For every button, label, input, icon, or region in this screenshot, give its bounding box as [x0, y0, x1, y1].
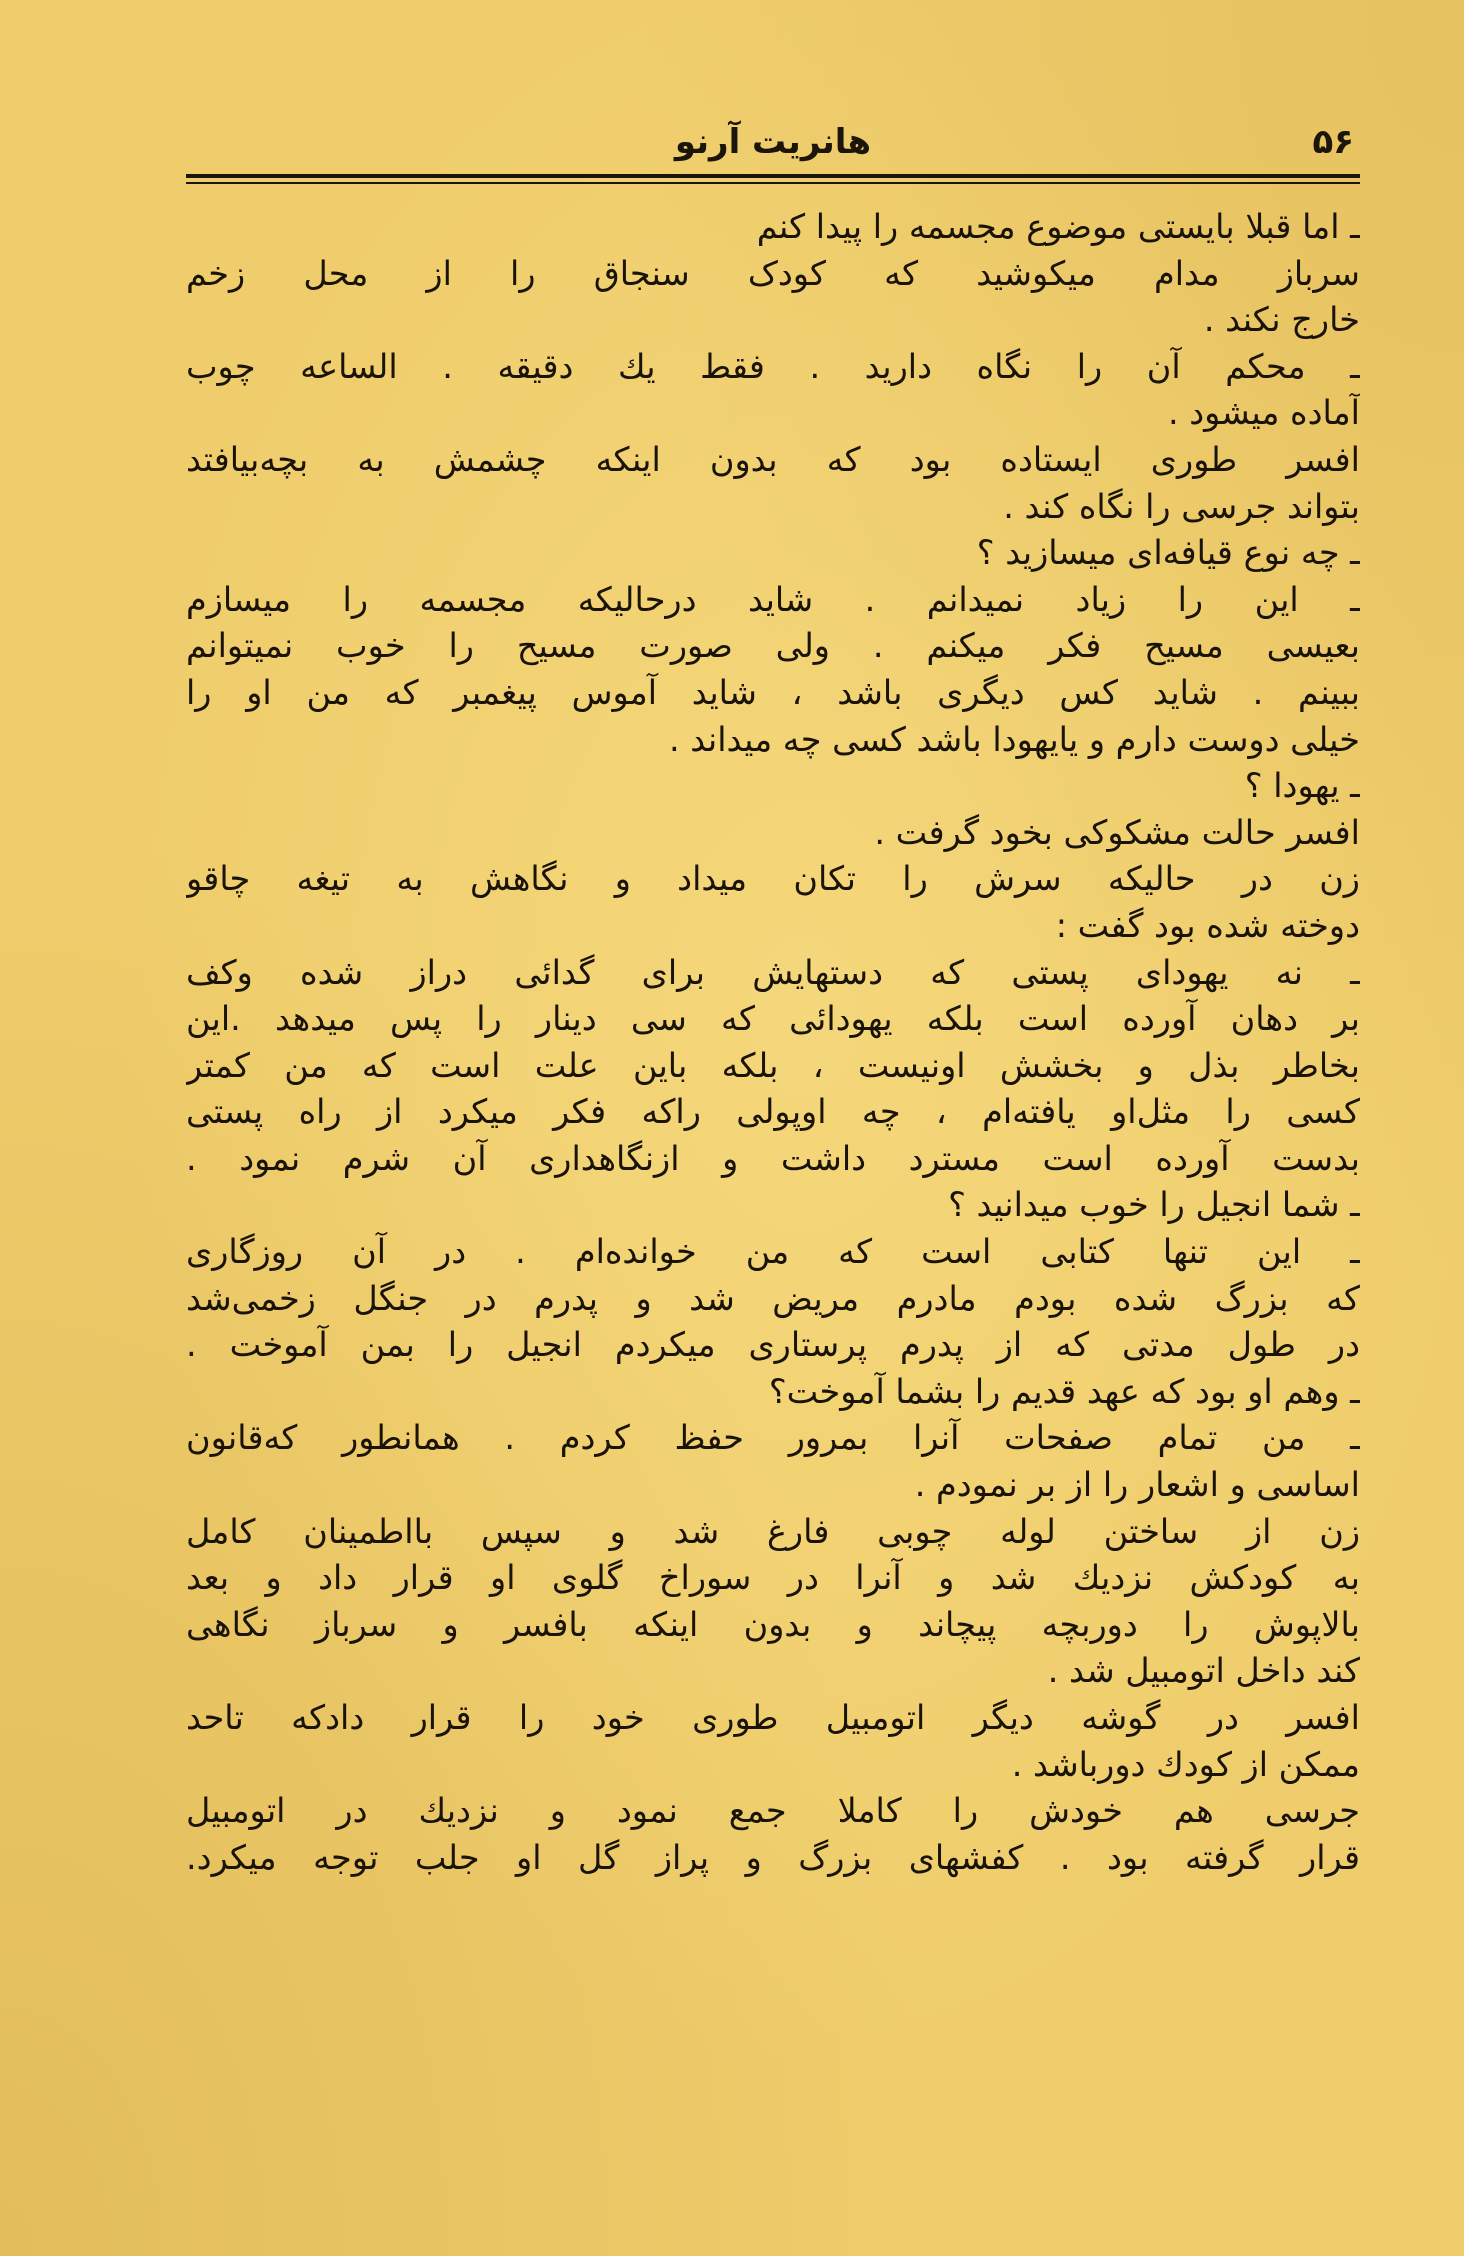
text-line: اساسی و اشعار را از بر نمودم . [914, 1465, 1360, 1505]
text-line: جرسی هم خودش را کاملا جمع نمود و نزدیك در اتومبیل [186, 1791, 1360, 1831]
text-line: زن در حالیکه سرش را تکان میداد و نگاهش به تیغه چاقو [186, 859, 1360, 899]
text-line: ـ این تنها کتابی است که من خوانده‌ام . در آن روزگاری [186, 1232, 1360, 1272]
page-header [186, 118, 1360, 174]
text-line: ـ محکم آن را نگاه دارید . فقط یك دقیقه . الساعه چوب [186, 346, 1360, 386]
text-line: بتواند جرسی را نگاه کند . [1003, 486, 1360, 526]
text-line: آماده میشود . [1167, 393, 1360, 433]
text-line: ممکن از کودك دورباشد . [1011, 1744, 1360, 1784]
text-line: افسر حالت مشکوکی بخود گرفت . [874, 812, 1360, 852]
text-line: بخاطر بذل و بخشش اونیست ، بلکه باین علت است که من کمتر [186, 1045, 1360, 1085]
text-line: ـ شما انجیل را خوب میدانید ؟ [948, 1185, 1360, 1225]
text-line: زن از ساختن لوله چوبی فارغ شد و سپس بااطمینان کامل [186, 1511, 1360, 1551]
text-line: ـ یهودا ؟ [1244, 766, 1360, 806]
text-line: بر دهان آورده است بلکه یهودائی که سی دینار را پس میدهد .این [186, 999, 1360, 1039]
text-line: بالاپوش را دوربچه پیچاند و بدون اینکه بافسر و سرباز نگاهی [186, 1604, 1360, 1644]
body-text [186, 204, 1360, 1881]
header-rule-thin [186, 182, 1360, 184]
text-line: بدست آورده است مسترد داشت و ازنگاهداری آن شرم نمود . [186, 1138, 1360, 1178]
text-line: قرار گرفته بود . کفشهای بزرگ و پراز گل او جلب توجه میکرد. [186, 1837, 1360, 1877]
text-line: که بزرگ شده بودم مادرم مریض شد و پدرم در جنگل زخمی‌شد [186, 1278, 1360, 1318]
text-line: کند داخل اتومبیل شد . [1047, 1651, 1360, 1691]
text-line: افسر در گوشه دیگر اتومبیل طوری خود را قرار دادکه تاحد [186, 1698, 1360, 1737]
text-line: کسی را مثل‌او یافته‌ام ، چه اوپولی راکه فکر میکرد از راه پستی [186, 1092, 1360, 1132]
text-line: سرباز مدام میکوشید که کودک سنجاق را از محل زخم [186, 253, 1360, 293]
running-title: هانریت آرنو [674, 122, 872, 162]
text-line: در طول مدتی که از پدرم پرستاری میکردم انجیل را بمن آموخت . [186, 1325, 1360, 1365]
text-line: به کودکش نزدیك شد و آنرا در سوراخ گلوی او قرار داد و بعد [186, 1558, 1360, 1598]
text-line: ـ من تمام صفحات آنرا بمرور حفظ کردم . همانطور که‌قانون [186, 1418, 1360, 1458]
text-line: خیلی دوست دارم و یایهودا باشد کسی چه میداند . [669, 719, 1360, 759]
text-line: ـ این را زیاد نمیدانم . شاید درحالیکه مجسمه را میسازم [186, 579, 1360, 619]
text-line: ـ وهم او بود که عهد قدیم را بشما آموخت؟ [768, 1371, 1360, 1411]
text-line: ـ چه نوع قیافه‌ای میسازید ؟ [976, 533, 1360, 573]
text-line: بعیسی مسیح فکر میکنم . ولی صورت مسیح را خوب نمیتوانم [186, 626, 1360, 666]
text-line: ـ اما قبلا بایستی موضوع مجسمه را پیدا کنم [756, 207, 1360, 246]
text-line: خارج نکند . [1203, 300, 1360, 340]
text-line: ببینم . شاید کس دیگری باشد ، شاید آموس پیغمبر که من او را [186, 672, 1360, 712]
text-line: ـ نه یهودای پستی که دستهایش برای گدائی دراز شده وکف [186, 952, 1360, 992]
text-line: دوخته شده بود گفت : [1055, 905, 1360, 945]
header-rule-thick [186, 174, 1360, 178]
text-line: افسر طوری ایستاده بود که بدون اینکه چشمش به بچه‌بیافتد [186, 439, 1360, 479]
page-number: ۵۶ [1312, 122, 1354, 162]
